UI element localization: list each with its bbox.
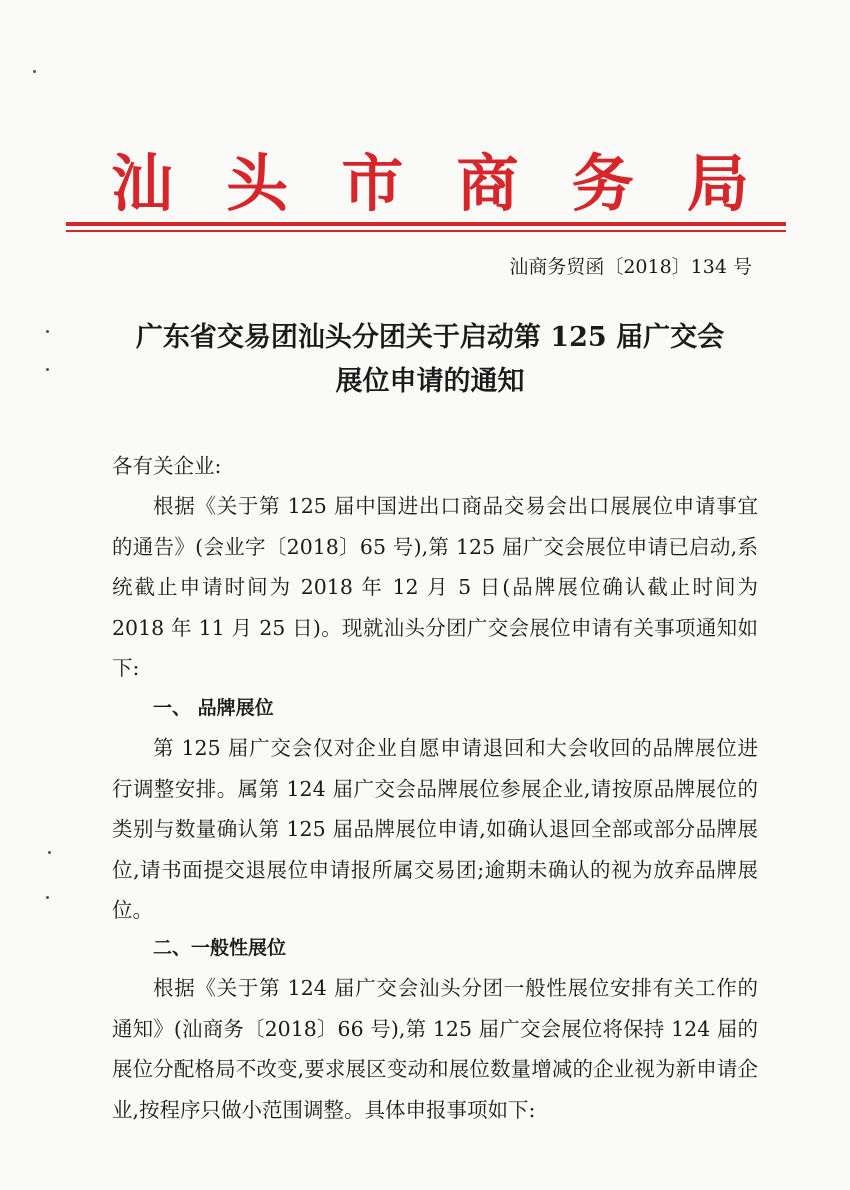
letterhead-char: 汕 — [110, 146, 173, 220]
scan-speck — [33, 70, 36, 73]
title-line-2: 展位申请的通知 — [335, 366, 525, 397]
letterhead-char: 商 — [456, 146, 519, 220]
letterhead-char: 市 — [341, 146, 404, 220]
document-title — [90, 316, 770, 404]
section-heading-brand-booth: 一、 品牌展位 — [153, 697, 274, 719]
paragraph-general-booth: 根据《关于第 124 届广交会汕头分团一般性展位安排有关工作的通知》(汕商务〔2018〕66 号),第 125 届广交会展位将保持 124 届的展位分配格局不改变,要求展区变动和展位数量增减的企业视为新申请企业,按程序只做小范围调整。具体申报事项如下: — [112, 976, 758, 1122]
paragraph-brand-booth: 第 125 届广交会仅对企业自愿申请退回和大会收回的品牌展位进行调整安排。属第 124 届广交会品牌展位参展企业,请按原品牌展位的类别与数量确认第 125 届品牌展位申请,如确认退回全部或部分品牌展位,请书面提交退展位申请报所属交易团;逾期未确认的视为放弃品牌展位。 — [112, 736, 758, 922]
paragraph-intro: 根据《关于第 125 届中国进出口商品交易会出口展展位申请事宜的通告》(会业字〔2018〕65 号),第 125 届广交会展位申请已启动,系统截止申请时间为 2018 年 12 月 5 日(品牌展位确认截止时间为 2018 年 11 月 25 日)。现就汕头分团广交会展位申请有关事项通知如下: — [112, 494, 758, 680]
document-number: 汕商务贸函〔2018〕134 号 — [509, 256, 752, 278]
letterhead-divider-thin — [66, 230, 786, 232]
letterhead-char: 务 — [571, 146, 634, 220]
salutation: 各有关企业: — [112, 454, 222, 478]
section-heading-general-booth: 二、一般性展位 — [153, 937, 287, 959]
scan-speck — [46, 330, 49, 333]
scan-speck — [48, 851, 51, 854]
scan-speck — [46, 896, 49, 899]
title-line-1: 广东省交易团汕头分团关于启动第 125 届广交会 — [135, 322, 725, 353]
scan-speck — [46, 368, 49, 371]
letterhead-divider-thick — [66, 222, 786, 226]
letterhead-char: 局 — [686, 146, 749, 220]
letterhead-char: 头 — [226, 146, 289, 220]
letterhead-title — [110, 138, 750, 218]
